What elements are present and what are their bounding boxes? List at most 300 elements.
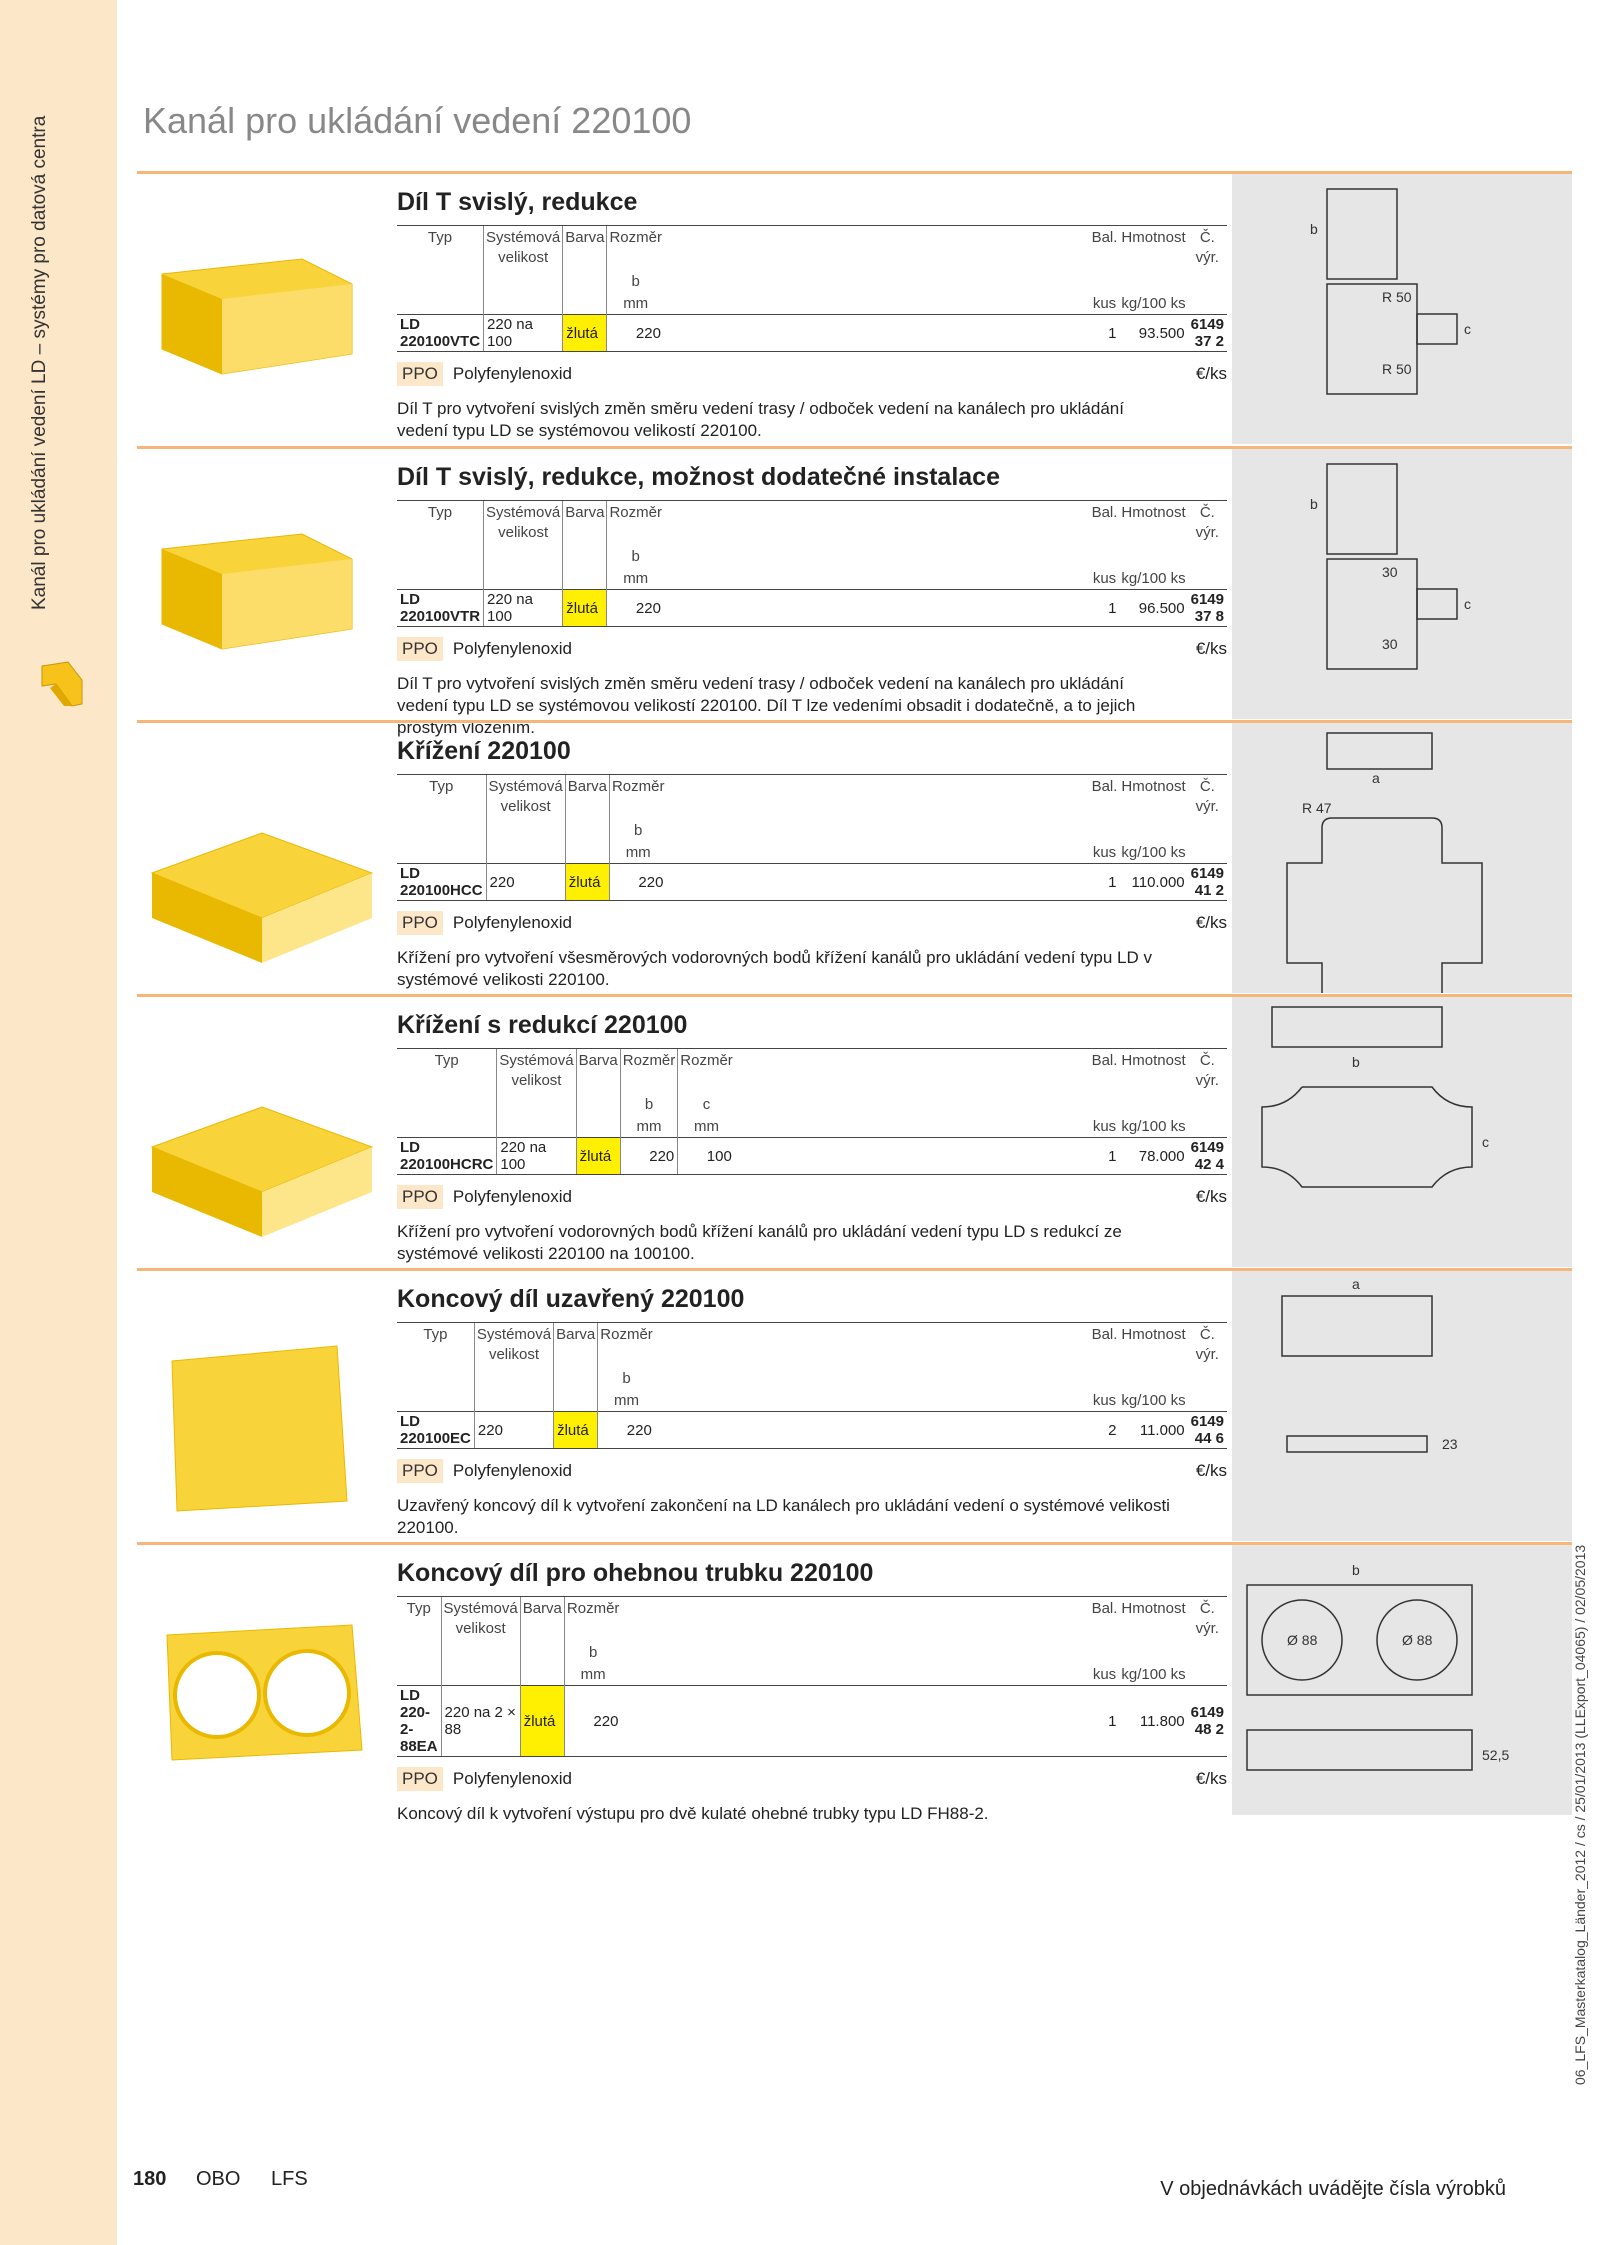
cell-spacer: [664, 590, 1090, 627]
table-row: [397, 1138, 1227, 1175]
table-row: [397, 864, 1227, 901]
unit-empty: [484, 569, 563, 590]
dim-empty: [484, 545, 563, 569]
col-sys: Systémová velikost: [484, 226, 563, 271]
price-unit: €/ks: [1195, 639, 1227, 658]
dim-label: b: [564, 1641, 621, 1665]
cell-bal: 1: [1090, 1686, 1120, 1757]
unit-empty: [576, 1117, 620, 1138]
unit-kg: kg/100 ks: [1121, 844, 1186, 861]
dim-empty: [576, 1093, 620, 1117]
sidebar-chapter-text: Kanál pro ukládání vedení LD – systémy pro datová centra: [29, 115, 50, 610]
product-content: [397, 1281, 1227, 1539]
dim-empty: [474, 1367, 553, 1391]
col-spacer: [735, 1049, 1090, 1094]
material-name: Polyfenylenoxid: [452, 1769, 572, 1788]
col-spacer: [621, 1597, 1089, 1642]
col-typ: Typ: [397, 501, 484, 546]
unit-empty: [474, 1391, 553, 1412]
section-description: Koncový díl k vytvoření výstupu pro dvě kulaté ohebné trubky typu LD FH88-2.: [397, 1804, 989, 1823]
dim-empty: [1188, 819, 1227, 843]
cell-barva: žlutá: [554, 1412, 598, 1449]
product-content: [397, 184, 1227, 442]
sidebar-band: [0, 0, 117, 2245]
drawing-label: c: [1464, 321, 1471, 337]
cell-hmotnost: 96.500: [1119, 590, 1187, 627]
material-name: Polyfenylenoxid: [452, 913, 572, 932]
unit-empty: [735, 1117, 1090, 1138]
dim-empty: [520, 1641, 564, 1665]
section-title: Díl T svislý, redukce, možnost dodatečné instalace: [397, 463, 1000, 491]
col-barva: Barva: [563, 226, 607, 271]
spec-table: [397, 774, 1227, 901]
dim-empty: [1090, 545, 1120, 569]
col-cislo: Č. výr.: [1188, 226, 1227, 271]
product-photo: [137, 449, 387, 719]
unit-empty: [1188, 1391, 1227, 1412]
col-barva: Barva: [563, 501, 607, 546]
unit-kg: kg/100 ks: [1121, 1392, 1186, 1409]
section-title: Koncový díl pro ohebnou trubku 220100: [397, 1559, 874, 1587]
col-sys: Systémová velikost: [474, 1323, 553, 1368]
price-unit: €/ks: [1195, 913, 1227, 932]
cell-barva: žlutá: [563, 590, 607, 627]
cell-bal: 2: [1090, 1412, 1120, 1449]
material-row: [397, 911, 1227, 935]
material-row: [397, 1185, 1227, 1209]
product-section: [137, 1542, 1572, 1822]
section-title: Křížení s redukcí 220100: [397, 1011, 688, 1039]
cell-bal: 1: [1090, 590, 1120, 627]
col-bal: Bal.: [1090, 501, 1120, 546]
dim-label: c: [678, 1093, 735, 1117]
section-description: Uzavřený koncový díl k vytvoření zakončení na LD kanálech pro ukládání vedení o systémové velikosti 220100.: [397, 1496, 1170, 1537]
product-section: [137, 1268, 1572, 1548]
technical-drawing: [1232, 997, 1572, 1267]
section-title: Díl T svislý, redukce: [397, 188, 638, 216]
material-name: Polyfenylenoxid: [452, 364, 572, 383]
section-description: Díl T pro vytvoření svislých změn směru vedení trasy / odboček vedení na kanálech pro ukládání vedení typu LD se systémovou velikostí 220100.: [397, 399, 1124, 440]
col-rozmer: Rozměr: [678, 1049, 735, 1094]
cell-typ: LD 220100EC: [397, 1412, 474, 1449]
product-photo: [137, 997, 387, 1267]
cell-sys: 220 na 100: [484, 315, 563, 352]
cell-rozmer-b: 220: [620, 1138, 678, 1175]
col-bal: Bal.: [1090, 1323, 1120, 1368]
cell-spacer: [664, 315, 1090, 352]
dim-empty: [554, 1367, 598, 1391]
dim-empty: [1090, 1641, 1120, 1665]
col-typ: Typ: [397, 226, 484, 271]
dim-empty: [1188, 1641, 1227, 1665]
material-code: PPO: [397, 1767, 443, 1791]
photo-face: [222, 284, 352, 374]
unit-empty: [1188, 1665, 1227, 1686]
unit-empty: [397, 1117, 497, 1138]
col-barva: Barva: [576, 1049, 620, 1094]
cell-spacer: [655, 1412, 1090, 1449]
unit-empty: [621, 1665, 1089, 1686]
material-name: Polyfenylenoxid: [452, 1461, 572, 1480]
cell-hmotnost: 11.000: [1119, 1412, 1187, 1449]
unit-empty: [565, 843, 609, 864]
material-row: [397, 1767, 1227, 1791]
col-rozmer: Rozměr: [620, 1049, 678, 1094]
dim-label: b: [620, 1093, 678, 1117]
cell-spacer: [735, 1138, 1090, 1175]
footer-note: V objednávkách uvádějte čísla výrobků: [1160, 2178, 1506, 2200]
dim-empty: [1188, 1093, 1227, 1117]
drawing-view: [1272, 1007, 1442, 1047]
dim-empty: [1188, 545, 1227, 569]
spec-table: [397, 1596, 1227, 1757]
unit-mm: mm: [607, 569, 664, 590]
unit-kus: kus: [1092, 1666, 1117, 1683]
price-unit: €/ks: [1195, 1187, 1227, 1206]
dim-empty: [664, 545, 1090, 569]
spec-table: [397, 225, 1227, 352]
cell-rozmer-b: 220: [609, 864, 666, 901]
section-description: Křížení pro vytvoření vodorovných bodů křížení kanálů pro ukládání vedení typu LD s redukcí ze systémové velikosti 220100 na 100100.: [397, 1222, 1122, 1263]
unit-empty: [486, 843, 565, 864]
cell-sys: 220 na 100: [497, 1138, 576, 1175]
section-title: Křížení 220100: [397, 737, 571, 765]
unit-empty: [554, 1391, 598, 1412]
cell-bal: 1: [1090, 315, 1120, 352]
drawing-label: R 47: [1302, 800, 1332, 816]
drawing-view: [1247, 1730, 1472, 1770]
unit-kus: kus: [1092, 570, 1117, 587]
dim-empty: [563, 545, 607, 569]
col-typ: Typ: [397, 1049, 497, 1094]
cell-spacer: [621, 1686, 1089, 1757]
drawing-view: [1287, 1436, 1427, 1452]
material-name: Polyfenylenoxid: [452, 1187, 572, 1206]
dim-empty: [1090, 819, 1120, 843]
col-bal: Bal.: [1090, 1597, 1120, 1642]
col-hmotnost: Hmotnost: [1119, 226, 1187, 271]
unit-empty: [664, 294, 1090, 315]
product-section: [137, 446, 1572, 737]
section-description: Díl T pro vytvoření svislých změn směru vedení trasy / odboček vedení na kanálech pro ukládání vedení typu LD se systémovou velikostí 220100. Díl T lze vedeními obsadit i dodatečně, a to jejich prostým vložením.: [397, 674, 1136, 737]
col-hmotnost: Hmotnost: [1119, 1049, 1187, 1094]
footer-brand: OBO: [196, 2168, 241, 2190]
product-content: [397, 733, 1227, 991]
col-bal: Bal.: [1090, 775, 1120, 820]
page-number: 180: [133, 2168, 167, 2190]
material-code: PPO: [397, 911, 443, 935]
unit-kg: kg/100 ks: [1121, 570, 1186, 587]
col-cislo: Č. výr.: [1188, 501, 1227, 546]
unit-kg: kg/100 ks: [1121, 295, 1186, 312]
cell-hmotnost: 93.500: [1119, 315, 1187, 352]
drawing-label: b: [1310, 496, 1318, 512]
cell-spacer: [666, 864, 1089, 901]
material-row: [397, 1459, 1227, 1483]
col-barva: Barva: [520, 1597, 564, 1642]
product-section: [137, 171, 1572, 451]
section-title: Koncový díl uzavřený 220100: [397, 1285, 745, 1313]
cell-cislo: 6149 37 8: [1188, 590, 1227, 627]
drawing-label: Ø 88: [1287, 1632, 1318, 1648]
dim-empty: [397, 1641, 441, 1665]
unit-mm: mm: [620, 1117, 678, 1138]
photo-face: [222, 559, 352, 649]
technical-drawing: [1232, 449, 1572, 719]
cell-barva: žlutá: [520, 1686, 564, 1757]
dim-empty: [664, 270, 1090, 294]
dim-empty: [563, 270, 607, 294]
col-rozmer: Rozměr: [598, 1323, 655, 1368]
unit-empty: [520, 1665, 564, 1686]
col-spacer: [655, 1323, 1090, 1368]
dim-empty: [397, 819, 486, 843]
drawing-view: [1262, 1087, 1472, 1187]
product-content: [397, 459, 1227, 739]
dim-label: b: [607, 270, 664, 294]
unit-kus: kus: [1092, 295, 1117, 312]
product-photo: [137, 1271, 387, 1541]
col-typ: Typ: [397, 1597, 441, 1642]
col-barva: Barva: [554, 1323, 598, 1368]
unit-mm: mm: [609, 843, 666, 864]
spec-table: [397, 1048, 1227, 1175]
unit-empty: [655, 1391, 1090, 1412]
drawing-view: [1327, 189, 1397, 279]
chapter-product-icon: [38, 660, 86, 708]
footer-vertical-ref: 06_LFS_Masterkatalog_Länder_2012 / cs / 25/01/2013 (LLExport_04065) / 02/05/2013: [1572, 1544, 1588, 2085]
technical-drawing: [1232, 174, 1572, 444]
dim-empty: [1188, 270, 1227, 294]
cell-cislo: 6149 44 6: [1188, 1412, 1227, 1449]
dim-empty: [441, 1641, 520, 1665]
dim-empty: [397, 270, 484, 294]
dim-empty: [486, 819, 565, 843]
unit-empty: [397, 1665, 441, 1686]
unit-empty: [397, 294, 484, 315]
cell-typ: LD 220-2-88EA: [397, 1686, 441, 1757]
section-description: Křížení pro vytvoření všesměrových vodorovných bodů křížení kanálů pro ukládání vedení typu LD v systémové velikosti 220100.: [397, 948, 1153, 989]
drawing-label: 52,5: [1482, 1747, 1510, 1763]
unit-empty: [441, 1665, 520, 1686]
unit-empty: [397, 1391, 474, 1412]
drawing-view: [1417, 589, 1457, 619]
cell-typ: LD 220100HCC: [397, 864, 486, 901]
drawing-label: R 50: [1382, 289, 1412, 305]
drawing-label: b: [1310, 221, 1318, 237]
cell-rozmer-c: 100: [678, 1138, 735, 1175]
col-rozmer: Rozměr: [564, 1597, 621, 1642]
drawing-label: 30: [1382, 564, 1398, 580]
drawing-view: [1247, 1585, 1472, 1695]
material-row: [397, 637, 1227, 661]
dim-empty: [655, 1367, 1090, 1391]
col-spacer: [664, 501, 1090, 546]
product-photo: [137, 174, 387, 444]
dim-empty: [1090, 1093, 1120, 1117]
cell-barva: žlutá: [576, 1138, 620, 1175]
cell-bal: 1: [1090, 1138, 1120, 1175]
table-row: [397, 590, 1227, 627]
col-cislo: Č. výr.: [1188, 1049, 1227, 1094]
drawing-label: Ø 88: [1402, 1632, 1433, 1648]
dim-empty: [1090, 1367, 1120, 1391]
unit-empty: [1188, 569, 1227, 590]
col-sys: Systémová velikost: [484, 501, 563, 546]
technical-drawing: [1232, 1545, 1572, 1815]
col-rozmer: Rozměr: [607, 226, 664, 271]
cell-bal: 1: [1090, 864, 1120, 901]
unit-mm: mm: [678, 1117, 735, 1138]
cell-typ: LD 220100VTR: [397, 590, 484, 627]
material-code: PPO: [397, 362, 443, 386]
col-hmotnost: Hmotnost: [1119, 775, 1187, 820]
cell-sys: 220: [474, 1412, 553, 1449]
product-content: [397, 1007, 1227, 1265]
unit-empty: [1188, 294, 1227, 315]
dim-empty: [666, 819, 1089, 843]
material-name: Polyfenylenoxid: [452, 639, 572, 658]
unit-empty: [1188, 1117, 1227, 1138]
technical-drawing: [1232, 1271, 1572, 1541]
table-row: [397, 1686, 1227, 1757]
unit-empty: [563, 569, 607, 590]
col-hmotnost: Hmotnost: [1119, 1597, 1187, 1642]
dim-empty: [1119, 819, 1187, 843]
col-hmotnost: Hmotnost: [1119, 1323, 1187, 1368]
unit-kus: kus: [1092, 1118, 1117, 1135]
dim-empty: [1119, 1367, 1187, 1391]
dim-empty: [397, 545, 484, 569]
drawing-view: [1327, 464, 1397, 554]
dim-empty: [1188, 1367, 1227, 1391]
photo-hole: [175, 1653, 259, 1737]
drawing-view: [1282, 1296, 1432, 1356]
drawing-view: [1287, 818, 1482, 993]
dim-empty: [1090, 270, 1120, 294]
cell-barva: žlutá: [563, 315, 607, 352]
cell-cislo: 6149 37 2: [1188, 315, 1227, 352]
drawing-view: [1327, 559, 1417, 669]
unit-empty: [484, 294, 563, 315]
col-hmotnost: Hmotnost: [1119, 501, 1187, 546]
col-cislo: Č. výr.: [1188, 775, 1227, 820]
dim-empty: [484, 270, 563, 294]
unit-mm: mm: [607, 294, 664, 315]
cell-hmotnost: 78.000: [1119, 1138, 1187, 1175]
drawing-label: a: [1372, 770, 1380, 786]
cell-cislo: 6149 48 2: [1188, 1686, 1227, 1757]
product-section: [137, 994, 1572, 1274]
col-rozmer: Rozměr: [607, 501, 664, 546]
photo-hole: [265, 1651, 349, 1735]
cell-hmotnost: 11.800: [1119, 1686, 1187, 1757]
drawing-label: b: [1352, 1562, 1360, 1578]
product-content: [397, 1555, 1227, 1825]
unit-empty: [497, 1117, 576, 1138]
unit-empty: [666, 843, 1089, 864]
col-sys: Systémová velikost: [441, 1597, 520, 1642]
unit-empty: [397, 843, 486, 864]
cell-sys: 220 na 100: [484, 590, 563, 627]
col-spacer: [666, 775, 1089, 820]
dim-empty: [397, 1367, 474, 1391]
unit-empty: [1188, 843, 1227, 864]
cell-hmotnost: 110.000: [1119, 864, 1187, 901]
material-code: PPO: [397, 1185, 443, 1209]
drawing-view: [1327, 733, 1432, 769]
drawing-label: a: [1352, 1276, 1360, 1292]
unit-empty: [397, 569, 484, 590]
footer-section: LFS: [271, 2168, 308, 2190]
spec-table: [397, 500, 1227, 627]
product-section: [137, 720, 1572, 1000]
cell-rozmer-b: 220: [564, 1686, 621, 1757]
cell-rozmer-b: 220: [607, 315, 664, 352]
drawing-label: 30: [1382, 636, 1398, 652]
col-cislo: Č. výr.: [1188, 1323, 1227, 1368]
material-code: PPO: [397, 1459, 443, 1483]
drawing-label: c: [1482, 1134, 1489, 1150]
product-photo: [137, 1545, 387, 1815]
material-code: PPO: [397, 637, 443, 661]
unit-mm: mm: [564, 1665, 621, 1686]
cell-sys: 220: [486, 864, 565, 901]
table-row: [397, 1412, 1227, 1449]
col-rozmer: Rozměr: [609, 775, 666, 820]
cell-rozmer-b: 220: [598, 1412, 655, 1449]
dim-empty: [1119, 1093, 1187, 1117]
col-cislo: Č. výr.: [1188, 1597, 1227, 1642]
unit-kus: kus: [1092, 844, 1117, 861]
col-sys: Systémová velikost: [486, 775, 565, 820]
photo-cover: [172, 1346, 347, 1511]
price-unit: €/ks: [1195, 1769, 1227, 1788]
price-unit: €/ks: [1195, 364, 1227, 383]
col-typ: Typ: [397, 1323, 474, 1368]
page-title: Kanál pro ukládání vedení 220100: [143, 100, 692, 141]
unit-kus: kus: [1092, 1392, 1117, 1409]
drawing-label: R 50: [1382, 361, 1412, 377]
dim-empty: [397, 1093, 497, 1117]
col-bal: Bal.: [1090, 1049, 1120, 1094]
unit-empty: [563, 294, 607, 315]
dim-label: b: [607, 545, 664, 569]
dim-label: b: [609, 819, 666, 843]
cell-typ: LD 220100VTC: [397, 315, 484, 352]
cell-cislo: 6149 41 2: [1188, 864, 1227, 901]
cell-barva: žlutá: [565, 864, 609, 901]
drawing-label: c: [1464, 596, 1471, 612]
dim-empty: [1119, 1641, 1187, 1665]
dim-empty: [735, 1093, 1090, 1117]
table-row: [397, 315, 1227, 352]
drawing-label: b: [1352, 1054, 1360, 1070]
cell-sys: 220 na 2 × 88: [441, 1686, 520, 1757]
drawing-view: [1417, 314, 1457, 344]
cell-rozmer-b: 220: [607, 590, 664, 627]
unit-empty: [664, 569, 1090, 590]
cell-typ: LD 220100HCRC: [397, 1138, 497, 1175]
col-barva: Barva: [565, 775, 609, 820]
dim-empty: [1119, 545, 1187, 569]
price-unit: €/ks: [1195, 1461, 1227, 1480]
product-photo: [137, 723, 387, 993]
material-row: [397, 362, 1227, 386]
drawing-label: 23: [1442, 1436, 1458, 1452]
cell-cislo: 6149 42 4: [1188, 1138, 1227, 1175]
unit-kg: kg/100 ks: [1121, 1118, 1186, 1135]
